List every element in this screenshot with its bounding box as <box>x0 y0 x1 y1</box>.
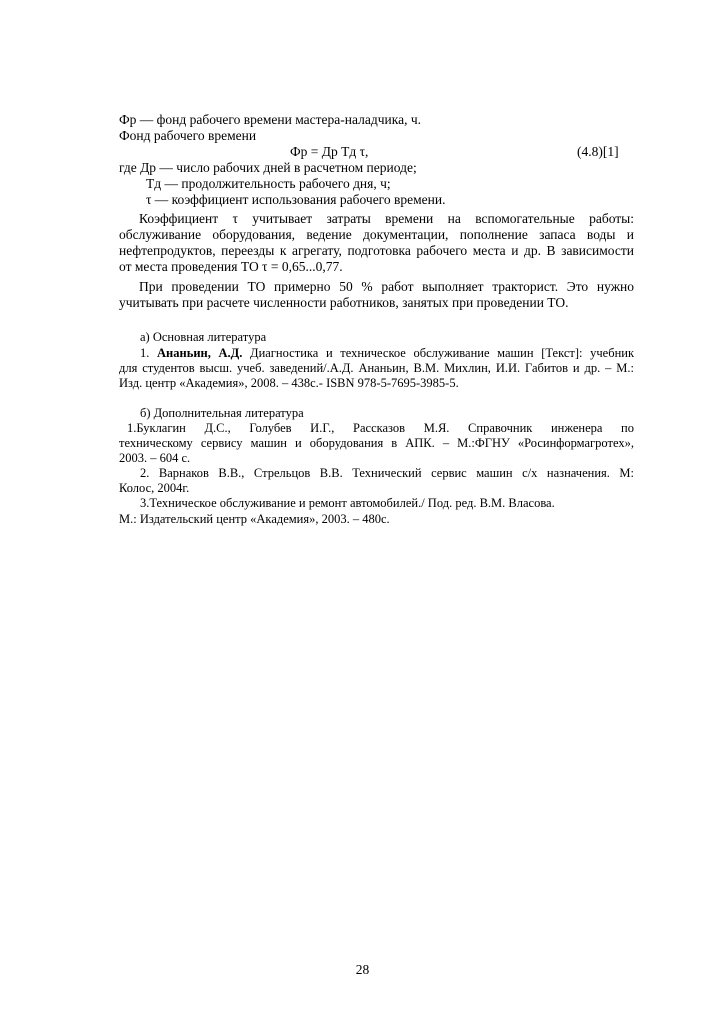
reference-title: Диагностика и техническое обслуживание машин [Текст]: учебник <box>242 346 635 360</box>
reference-line: 3.Техническое обслуживание и ремонт автомобилей./ Под. ред. В.М. Власова. <box>140 496 555 510</box>
paragraph-line: нефтепродуктов, переезды к агрегату, подготовка рабочего места и др. В зависимости <box>119 243 634 258</box>
reference-number: 1. <box>140 346 158 360</box>
paragraph-line: учитывать при расчете численности работников, занятых при проведении ТО. <box>119 295 569 310</box>
literature-heading: б) Дополнительная литература <box>140 406 304 420</box>
page-number: 28 <box>355 962 370 977</box>
reference-line: 1.Буклагин Д.С., Голубев И.Г., Рассказов М.Я. Справочник инженера по <box>127 421 634 435</box>
formula: Фр = Др Тд τ, <box>290 144 369 159</box>
text-line: Тд — продолжительность рабочего дня, ч; <box>146 176 391 191</box>
paragraph-line: Коэффициент τ учитывает затраты времени на вспомогательные работы: <box>139 211 634 226</box>
reference-line: Колос, 2004г. <box>119 481 190 495</box>
formula-reference: (4.8)[1] <box>577 144 619 159</box>
paragraph-line: При проведении ТО примерно 50 % работ выполняет тракторист. Это нужно <box>139 279 634 294</box>
reference-author: Ананьин, А.Д. <box>157 346 243 360</box>
paragraph-line: обслуживание оборудования, ведение документации, пополнение запаса воды и <box>119 227 634 242</box>
text-line: где Др — число рабочих дней в расчетном периоде; <box>119 160 417 175</box>
reference-line: М.: Издательский центр «Академия», 2003. – 480с. <box>119 512 390 526</box>
reference-line: Изд. центр «Академия», 2008. – 438с.- ISBN 978-5-7695-3985-5. <box>119 376 459 390</box>
text-line: τ — коэффициент использования рабочего времени. <box>146 192 446 207</box>
paragraph-line: от места проведения ТО τ = 0,65...0,77. <box>119 259 343 274</box>
reference-line: для студентов высш. учеб. заведений/.А.Д. Ананьин, В.М. Михлин, И.И. Габитов и др. – М.: <box>119 361 634 375</box>
text-line: Фонд рабочего времени <box>119 128 257 143</box>
reference-line: 2003. – 604 с. <box>119 451 191 465</box>
reference-line: 2. Варнаков В.В., Стрельцов В.В. Технический сервис машин с/х назначения. М: <box>140 466 634 480</box>
text-line: Фр — фонд рабочего времени мастера-наладчика, ч. <box>119 112 421 127</box>
literature-heading: а) Основная литература <box>140 330 267 344</box>
reference-line: техническому сервису машин и оборудования в АПК. – М.:ФГНУ «Росинформагротех», <box>119 436 634 450</box>
reference-line <box>140 346 634 361</box>
